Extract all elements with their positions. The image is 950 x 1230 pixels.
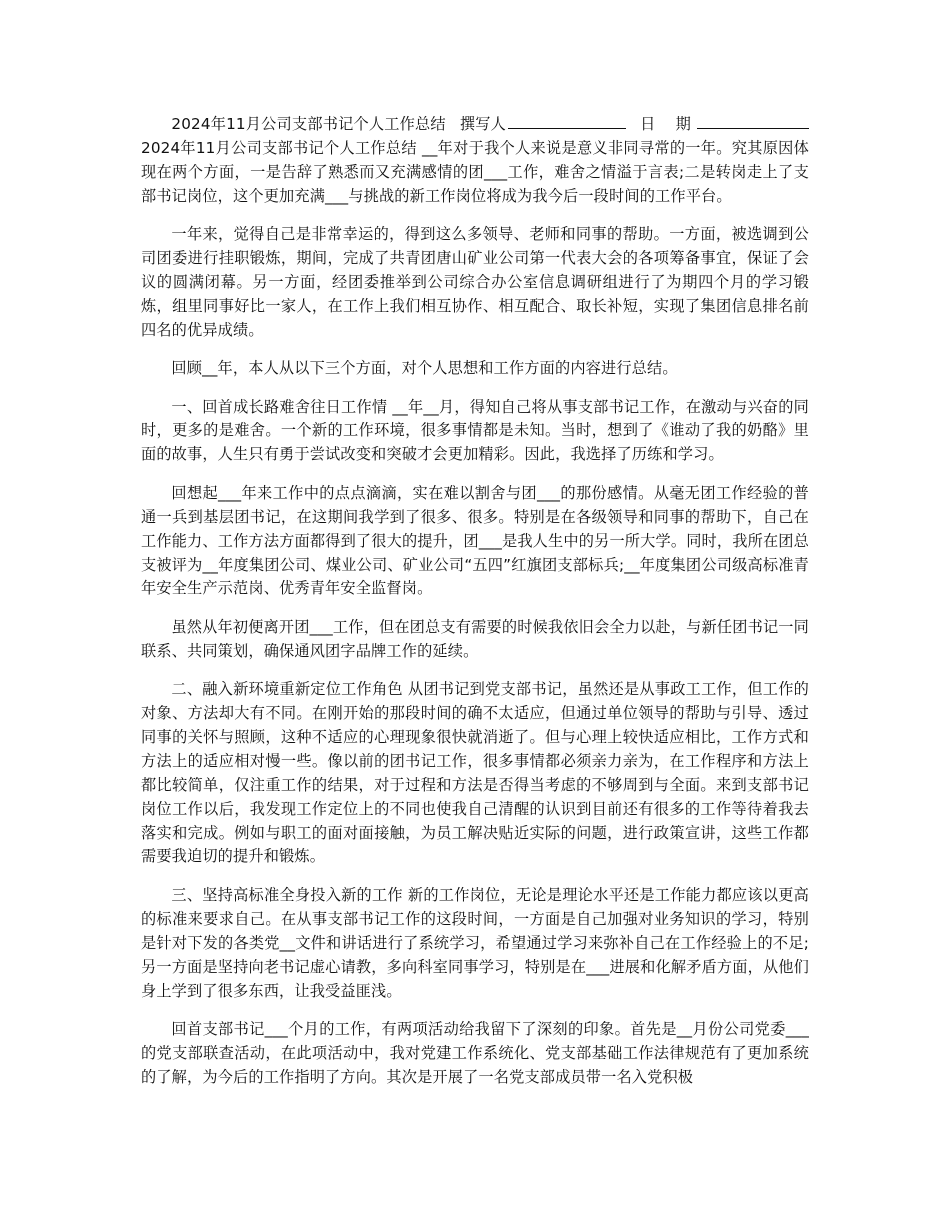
paragraph: 虽然从年初便离开团___工作，但在团总支有需要的时候我依旧会全力以赴，与新任团书记一同联系、共同策划，确保通风团字品牌工作的延续。 xyxy=(141,617,809,660)
document-page xyxy=(141,113,809,1104)
paragraph: 回首支部书记___个月的工作，有两项活动给我留下了深刻的印象。首先是__月份公司党委___的党支部联查活动，在此项活动中，我对党建工作系统化、党支部基础工作法律规范有了更加系统的了解，为今后的工作指明了方向。其次是开展了一名党支部成员带一名入党积极 xyxy=(141,1019,809,1086)
paragraph: 回顾__年，本人从以下三个方面，对个人思想和工作方面的内容进行总结。 xyxy=(171,359,678,378)
author-blank xyxy=(508,114,626,129)
date-blank xyxy=(697,114,809,129)
paragraph: 三、坚持高标准全身投入新的工作 新的工作岗位，无论是理论水平还是工作能力都应该以更高的标准来要求自己。在从事支部书记工作的这段时间，一方面是自己加强对业务知识的学习，特别是针对下发的各类党__文件和讲话进行了系统学习，希望通过学习来弥补自己在工作经验上的不足;另一方面是坚持向老书记虚心请教，多向科室同事学习，特别是在___进展和化解矛盾方面，从他们身上学到了很多东西，让我受益匪浅。 xyxy=(141,885,809,1000)
document-header xyxy=(171,115,809,133)
paragraph: 一年来，觉得自己是非常幸运的，得到这么多领导、老师和同事的帮助。一方面，被选调到公司团委进行挂职锻炼，期间，完成了共青团唐山矿业公司第一代表大会的各项筹备事宜，保证了会议的圆满闭幕。另一方面，经团委推举到公司综合办公室信息调研组进行了为期四个月的学习锻炼，组里同事好比一家人，在工作上我们相互协作、相互配合、取长补短，实现了集团信息排名前四名的优异成绩。 xyxy=(141,225,809,339)
paragraph: 一、回首成长路难舍往日工作情 __年__月，得知自己将从事支部书记工作，在激动与兴奋的同时，更多的是难舍。一个新的工作环境，很多事情都是未知。当时，想到了《谁动了我的奶酪》里面的故事，人生只有勇于尝试改变和突破才会更加精彩。因此，我选择了历练和学习。 xyxy=(141,397,809,464)
paragraph: 二、融入新环境重新定位工作角色 从团书记到党支部书记，虽然还是从事政工工作，但工作的对象、方法却大有不同。在刚开始的那段时间的确不太适应，但通过单位领导的帮助与引导、透过同事的关怀与照顾，这种不适应的心理现象很快就消逝了。但与心理上较快适应相比，工作方式和方法上的适应相对慢一些。像以前的团书记工作，很多事情都必须亲力亲为，在工作程序和方法上都比较简单，仅注重工作的结果，对于过程和方法是否得当考虑的不够周到与全面。来到支部书记岗位工作以后，我发现工作定位上的不同也使我自己清醒的认识到目前还有很多的工作等待着我去落实和完成。例如与职工的面对面接触，为员工解决贴近实际的问题，进行政策宣讲，这些工作都需要我迫切的提升和锻炼。 xyxy=(141,680,809,866)
paragraph-text: 2024年11月公司支部书记个人工作总结 __年对于我个人来说是意义非同寻常的一年。究其原因体现在两个方面，一是告辞了熟悉而又充满感情的团___工作，难舍之情溢于言表;二是转岗走上了支部书记岗位，这个更加充满___与挑战的新工作岗位将成为我今后一段时间的工作平台。 xyxy=(141,138,809,205)
date-label: 日 期 xyxy=(640,115,691,133)
document-title: 2024年11月公司支部书记个人工作总结 xyxy=(171,115,446,133)
paragraph-intro xyxy=(141,113,809,209)
author-label: 撰写人 xyxy=(459,115,507,133)
paragraph: 回想起___年来工作中的点点滴滴，实在难以割舍与团___的那份感情。从毫无团工作经验的普通一兵到基层团书记，在这期间我学到了很多、很多。特别是在各级领导和同事的帮助下，自己在工作能力、工作方法方面都得到了很大的提升，团___是我人生中的另一所大学。同时，我所在团总支被评为__年度集团公司、煤业公司、矿业公司“五四”红旗团支部标兵;__年度集团公司级高标准青年安全生产示范岗、优秀青年安全监督岗。 xyxy=(141,483,809,598)
